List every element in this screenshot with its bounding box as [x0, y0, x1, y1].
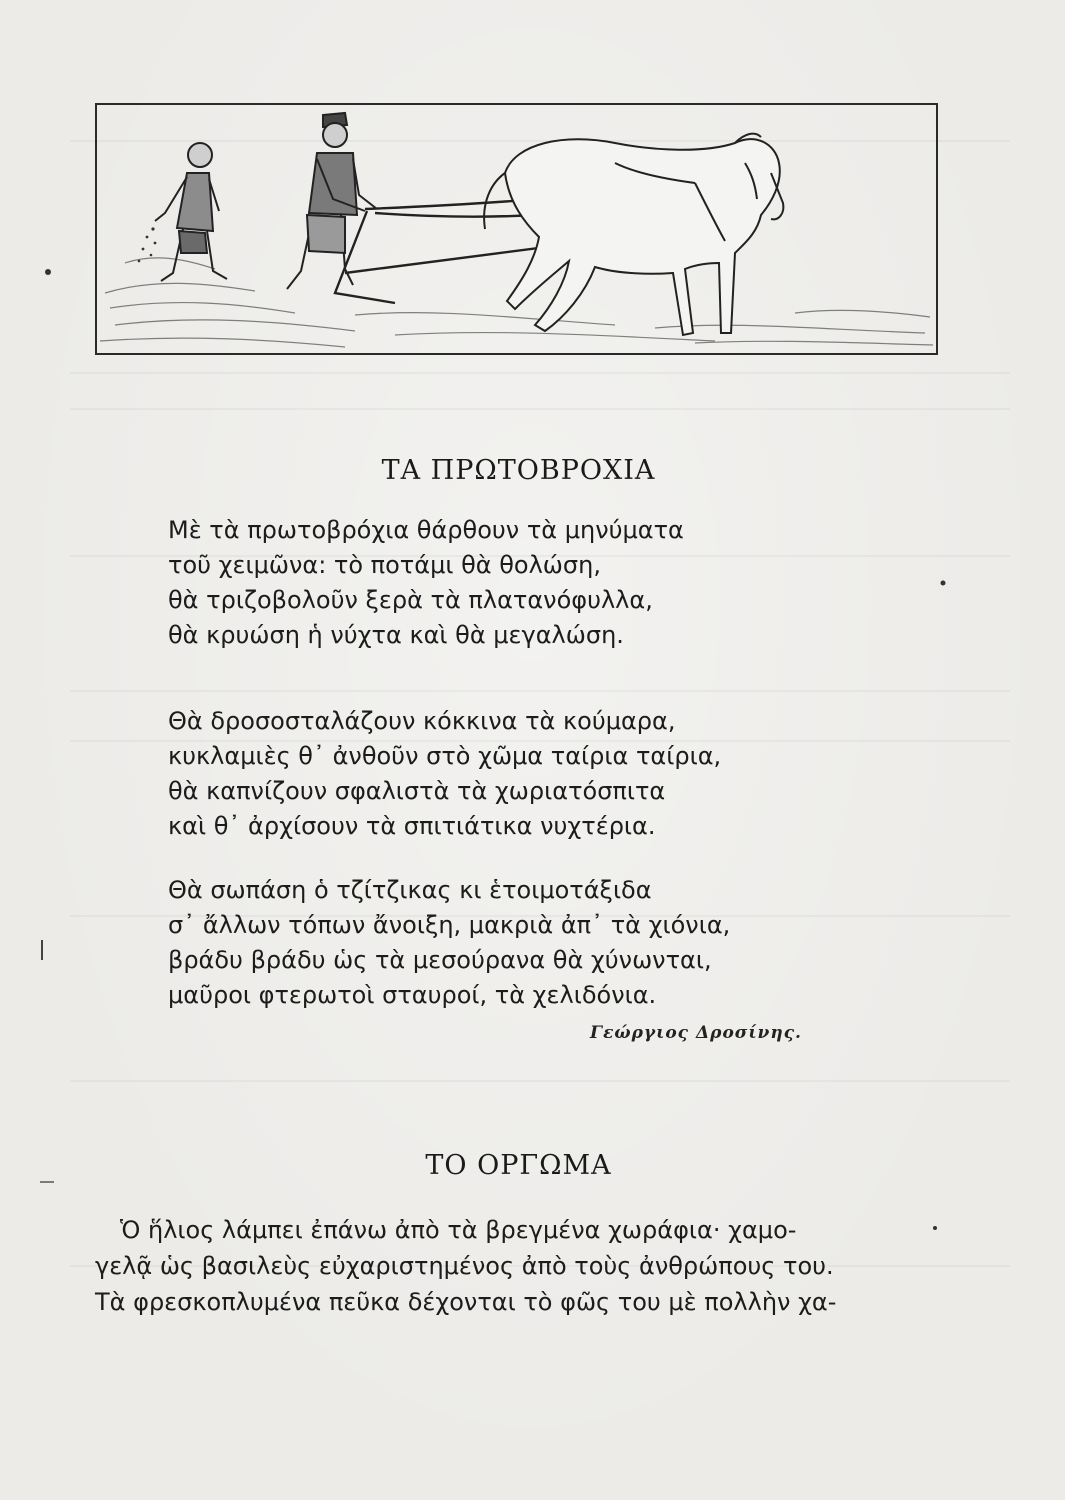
poem-line: Θὰ σωπάση ὁ τζίτζικας κι ἑτοιμοτάξιδα	[168, 876, 652, 904]
poem-stanza-3	[168, 873, 968, 1013]
poem-line: κυκλαμιὲς θ᾽ ἀνθοῦν στὸ χῶμα ταίρια ταίρια,	[168, 742, 722, 770]
poem-title: ΤΑ ΠΡΩΤΟΒΡΟΧΙΑ	[381, 455, 656, 486]
ploughing-illustration	[95, 103, 938, 355]
bleed-through-line	[70, 372, 1010, 374]
poem-line: καὶ θ᾽ ἀρχίσουν τὰ σπιτιάτικα νυχτέρια.	[168, 812, 656, 840]
horse-figure	[484, 134, 783, 335]
essay-line: γελᾷ ὡς βασιλεὺς εὐχαριστημένος ἀπὸ τοὺς ἀνθρώπους του.	[95, 1252, 834, 1280]
poem-line: Μὲ τὰ πρωτοβρόχια θάρθουν τὰ μηνύματα	[168, 516, 684, 544]
bleed-through-line	[70, 408, 1010, 410]
poem-author: Γεώργιος Δροσίνης.	[590, 1023, 802, 1043]
poem-stanza-2	[168, 704, 968, 844]
poem-line: θὰ καπνίζουν σφαλιστὰ τὰ χωριατόσπιτα	[168, 777, 666, 805]
poem-line: Θὰ δροσοσταλάζουν κόκκινα τὰ κούμαρα,	[168, 707, 676, 735]
poem-line: θὰ τριζοβολοῦν ξερὰ τὰ πλατανόφυλλα,	[168, 586, 653, 614]
bleed-through-line	[70, 690, 1010, 692]
poem-line: θὰ κρυώση ἡ νύχτα καὶ θὰ μεγαλώση.	[168, 621, 624, 649]
poem-line: μαῦροι φτερωτοὶ σταυροί, τὰ χελιδόνια.	[168, 981, 657, 1009]
bleed-through-line	[70, 1080, 1010, 1082]
seeds	[138, 227, 157, 262]
boy-figure	[155, 143, 227, 281]
essay-line: Τὰ φρεσκοπλυμένα πεῦκα δέχονται τὸ φῶς του μὲ πολλὴν χα-	[95, 1288, 837, 1316]
poem-stanza-1	[168, 513, 968, 653]
poem-line: σ᾽ ἄλλων τόπων ἄνοιξη, μακριὰ ἀπ᾽ τὰ χιόνια,	[168, 911, 731, 939]
essay-text	[95, 1212, 885, 1320]
essay-line: Ὁ ἥλιος λάμπει ἐπάνω ἀπὸ τὰ βρεγμένα χωράφια· χαμο-	[120, 1216, 797, 1244]
ploughman-figure	[287, 113, 377, 289]
poem-line: βράδυ βράδυ ὡς τὰ μεσούρανα θὰ χύνωνται,	[168, 946, 712, 974]
poem-line: τοῦ χειμῶνα: τὸ ποτάμι θὰ θολώση,	[168, 551, 601, 579]
essay-title: ΤΟ ΟΡΓΩΜΑ	[425, 1150, 612, 1181]
